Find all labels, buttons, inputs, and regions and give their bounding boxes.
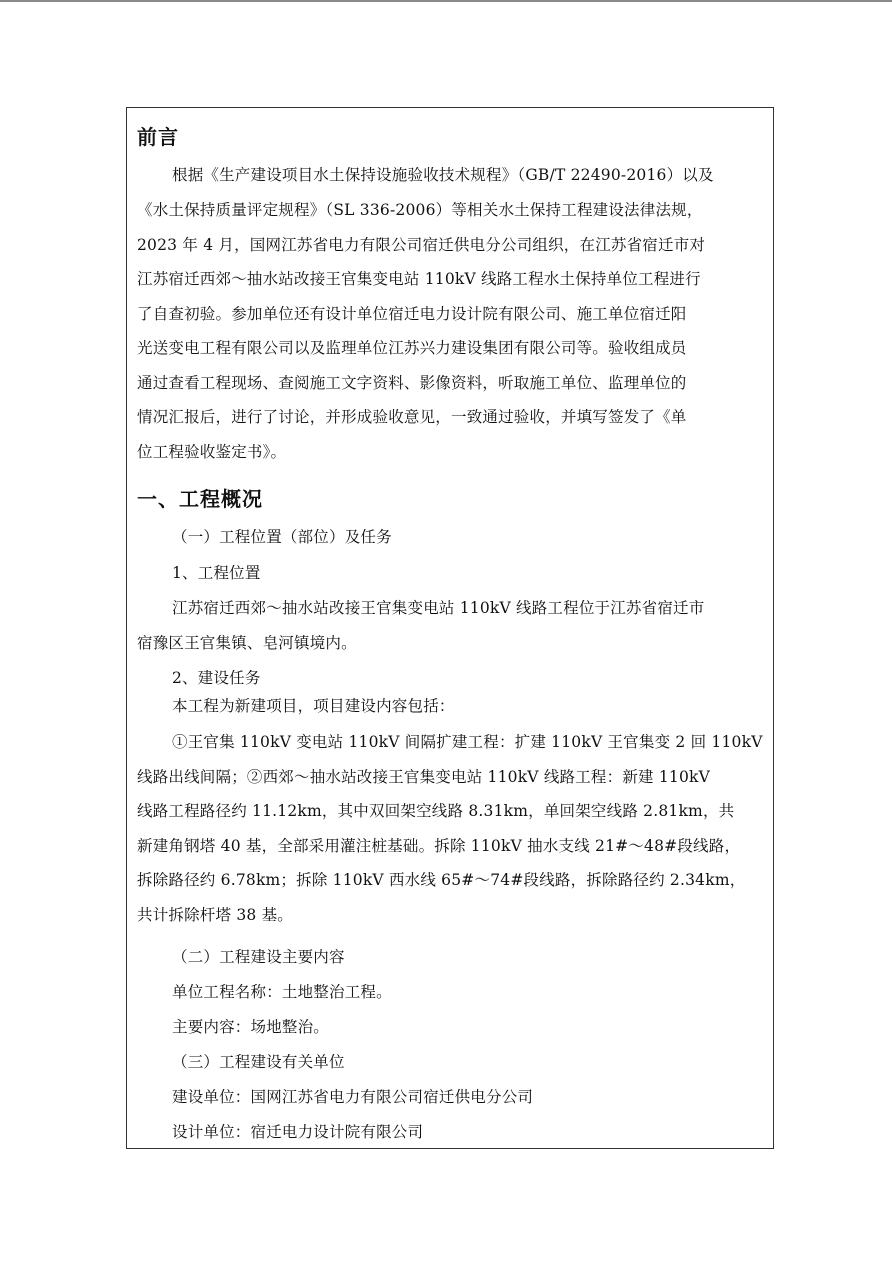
task-line: 线路工程路径约 11.12km，其中双回架空线路 8.31km，单回架空线路 2.81km，共 <box>137 802 735 820</box>
preface-line: 江苏宿迁西郊～抽水站改接王官集变电站 110kV 线路工程水土保持单位工程进行 <box>137 270 701 288</box>
task-line: 线路出线间隔；②西郊～抽水站改接王官集变电站 110kV 线路工程：新建 110kV <box>137 768 711 786</box>
preface-line: 根据《生产建设项目水土保持设施验收技术规程》（GB/T 22490-2016）以及 <box>172 166 714 184</box>
subsection-heading: （三）工程建设有关单位 <box>172 1053 345 1071</box>
page-top-rule <box>0 0 892 2</box>
item-heading: 2、建设任务 <box>172 669 261 687</box>
subsection-heading: （二）工程建设主要内容 <box>172 948 345 966</box>
designer-line: 设计单位：宿迁电力设计院有限公司 <box>172 1123 424 1141</box>
item-heading: 1、工程位置 <box>172 564 261 582</box>
task-line: ①王官集 110kV 变电站 110kV 间隔扩建工程：扩建 110kV 王官集变 2 回 110kV <box>172 733 763 751</box>
section-title: 一、工程概况 <box>137 487 263 511</box>
preface-line: 了自查初验。参加单位还有设计单位宿迁电力设计院有限公司、施工单位宿迁阳 <box>137 305 687 323</box>
preface-line: 情况汇报后，进行了讨论，并形成验收意见，一致通过验收，并填写签发了《单 <box>137 408 687 426</box>
preface-line: 《水土保持质量评定规程》（SL 336-2006）等相关水土保持工程建设法律法规， <box>137 201 703 219</box>
subsection-heading: （一）工程位置（部位）及任务 <box>172 528 392 546</box>
preface-title: 前言 <box>137 125 179 149</box>
task-line: 新建角钢塔 40 基，全部采用灌注桩基础。拆除 110kV 抽水支线 21#～48#段线路， <box>137 837 741 855</box>
preface-line: 位工程验收鉴定书》。 <box>137 443 287 461</box>
task-line: 拆除路径约 6.78km；拆除 110kV 西水线 65#～74#段线路，拆除路径约 2.34km， <box>137 871 746 889</box>
location-line: 江苏宿迁西郊～抽水站改接王官集变电站 110kV 线路工程位于江苏省宿迁市 <box>172 599 705 617</box>
builder-line: 建设单位：国网江苏省电力有限公司宿迁供电分公司 <box>172 1088 534 1106</box>
task-line: 共计拆除杆塔 38 基。 <box>137 906 293 924</box>
preface-line: 通过查看工程现场、查阅施工文字资料、影像资料，听取施工单位、监理单位的 <box>137 374 687 392</box>
preface-line: 光送变电工程有限公司以及监理单位江苏兴力建设集团有限公司等。验收组成员 <box>137 339 687 357</box>
task-intro: 本工程为新建项目，项目建设内容包括： <box>172 697 455 715</box>
preface-line: 2023 年 4 月，国网江苏省电力有限公司宿迁供电分公司组织，在江苏省宿迁市对 <box>137 236 706 254</box>
unit-name-line: 单位工程名称：土地整治工程。 <box>172 983 392 1001</box>
main-content-line: 主要内容：场地整治。 <box>172 1018 330 1036</box>
location-line: 宿豫区王官集镇、皂河镇境内。 <box>137 634 357 652</box>
